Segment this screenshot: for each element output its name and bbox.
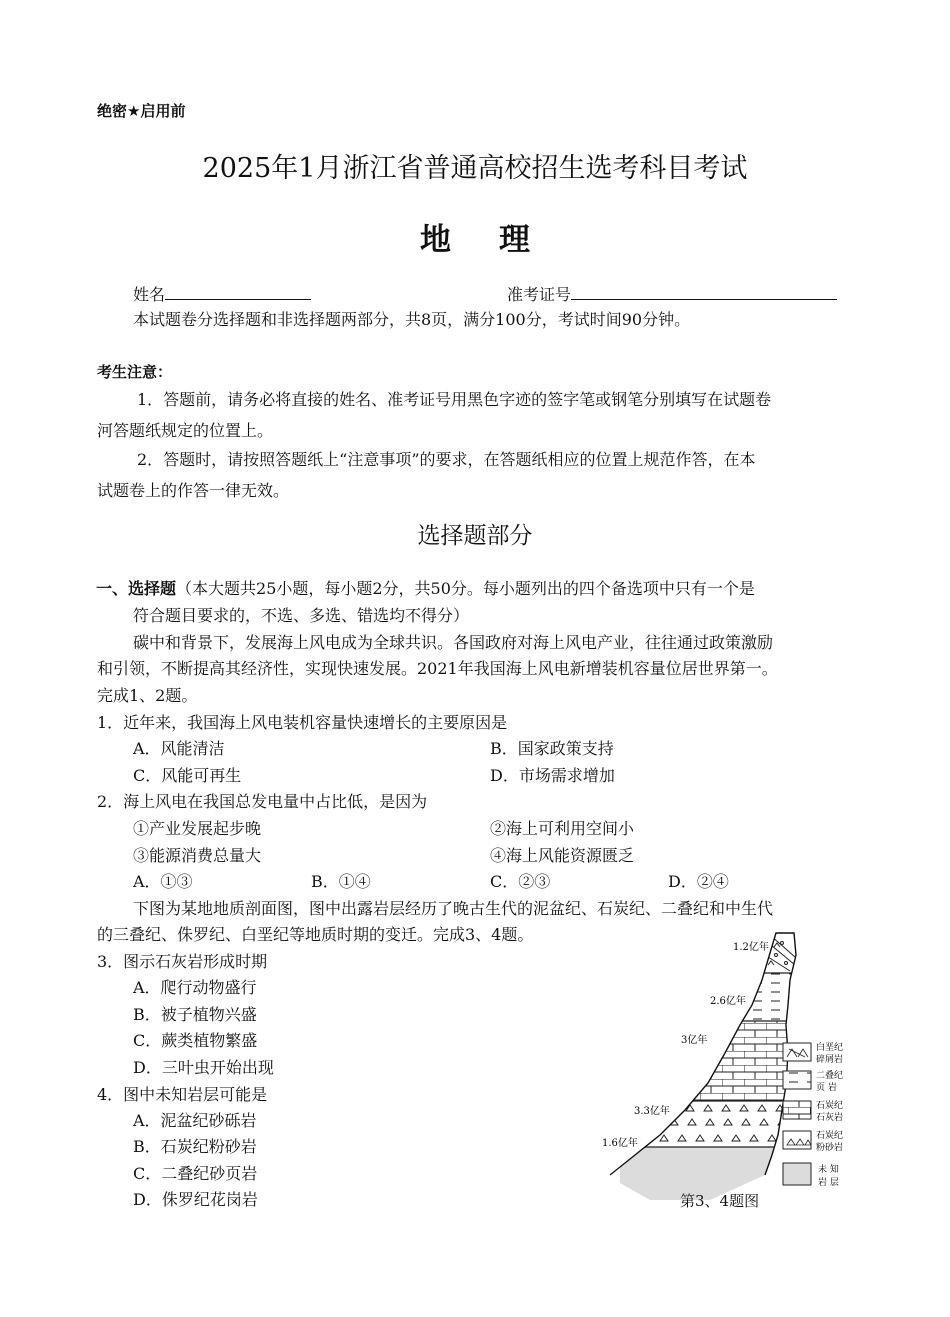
legend-label-2b: 页 岩: [816, 1083, 837, 1093]
q2-statement-3: ③能源消费总量大: [133, 846, 262, 865]
legend-label-4b: 粉砂岩: [816, 1143, 844, 1153]
q3-option-a: A．爬行动物盛行: [133, 978, 257, 997]
passage2-line-1: 下图为某地地质剖面图，图中出露岩层经历了晚古生代的泥盆纪、石炭纪、二叠纪和中生代: [133, 899, 774, 918]
legend-label-3b: 石灰岩: [816, 1113, 844, 1123]
legend-label-5b: 岩 层: [818, 1178, 839, 1188]
age-label-3: 3亿年: [681, 1035, 708, 1046]
name-field: [133, 282, 311, 305]
legend-label-3a: 石炭纪: [816, 1101, 844, 1111]
q3-stem: 3．图示石灰岩形成时期: [97, 952, 268, 971]
legend: [783, 1041, 843, 1188]
q1-stem: 1．近年来，我国海上风电装机容量快速增长的主要原因是: [97, 713, 508, 732]
q4-stem: 4．图中未知岩层可能是: [97, 1085, 268, 1104]
intro-text: 本试题卷分选择题和非选择题两部分，共8页，满分100分，考试时间90分钟。: [133, 310, 691, 329]
exam-title: 2025年1月浙江省普通高校招生选考科目考试: [202, 153, 748, 184]
age-label-5: 1.6亿年: [602, 1138, 638, 1149]
figure-caption: 第3、4题图: [680, 1192, 760, 1210]
age-label-4: 3.3亿年: [634, 1106, 670, 1117]
q3-option-d: D．三叶虫开始出现: [133, 1058, 274, 1077]
geologic-section-figure: [590, 925, 860, 1215]
q4-option-a: A．泥盆纪砂砾岩: [133, 1111, 257, 1130]
part1-label: 一、选择题: [96, 579, 177, 598]
legend-item-shale: [783, 1069, 843, 1093]
q1-option-b: B．国家政策支持: [490, 739, 614, 758]
id-label: 准考证号: [507, 285, 572, 304]
passage1-line-3: 完成1、2题。: [97, 686, 198, 705]
q2-option-d: D．②④: [668, 872, 729, 891]
id-field: [507, 282, 837, 305]
q2-statement-1: ①产业发展起步晚: [133, 819, 262, 838]
notice-heading: 考生注意：: [97, 363, 173, 381]
legend-label-1a: 白垩纪: [816, 1043, 844, 1053]
q2-option-b: B．①④: [311, 872, 371, 891]
q2-option-a: A．①③: [133, 872, 193, 891]
section-title: 选择题部分: [417, 523, 533, 549]
q2-statement-2: ②海上可利用空间小: [490, 819, 635, 838]
notice-item-1-line-1: 1．答题前，请务必将直接的姓名、准考证号用黑色字迹的签字笔或钢笔分别填写在试题卷: [137, 390, 772, 409]
notice-item-2-line-2: 试题卷上的作答一律无效。: [97, 481, 290, 500]
legend-label-1b: 碎屑岩: [816, 1055, 844, 1065]
passage1-line-2: 和引领，不断提高其经济性，实现快速发展。2021年我国海上风电新增装机容量位居世界第一。: [97, 659, 778, 678]
q3-option-c: C．蕨类植物繁盛: [133, 1031, 258, 1050]
name-blank: [165, 283, 311, 300]
age-label-1: 1.2亿年: [733, 942, 769, 953]
legend-label-4a: 石炭纪: [816, 1131, 844, 1141]
q2-option-c: C．②③: [490, 872, 551, 891]
part1-line-1: [96, 576, 755, 599]
part1-desc: （本大题共25小题，每小题2分，共50分。每小题列出的四个备选项中只有一个是: [176, 579, 755, 598]
id-blank: [571, 283, 837, 300]
passage2-line-2: 的三叠纪、侏罗纪、白垩纪等地质时期的变迁。完成3、4题。: [97, 925, 534, 944]
q3-option-b: B．被子植物兴盛: [133, 1005, 257, 1024]
legend-label-2a: 二叠纪: [816, 1071, 844, 1081]
clastic-layer: [590, 925, 860, 973]
part1-line-2: 符合题目要求的，不选、多选、错选均不得分）: [133, 606, 470, 625]
q2-stem: 2．海上风电在我国总发电量中占比低，是因为: [97, 792, 428, 811]
notice-item-1-line-2: 河答题纸规定的位置上。: [97, 421, 274, 440]
q4-option-d: D．侏罗纪花岗岩: [133, 1190, 258, 1209]
q1-option-d: D．市场需求增加: [490, 766, 615, 785]
q1-option-c: C．风能可再生: [133, 766, 242, 785]
q2-statement-4: ④海上风能资源匮乏: [490, 846, 635, 865]
name-label: 姓名: [133, 285, 166, 304]
passage1-line-1: 碳中和背景下，发展海上风电成为全球共识。各国政府对海上风电产业，往往通过政策激励: [133, 633, 774, 652]
legend-label-5a: 未 知: [818, 1165, 839, 1175]
q4-option-b: B．石炭纪粉砂岩: [133, 1137, 257, 1156]
q4-option-c: C．二叠纪砂页岩: [133, 1164, 258, 1183]
confidential-mark: 绝密★启用前: [97, 102, 186, 120]
notice-item-2-line-1: 2．答题时，请按照答题纸上“注意事项”的要求，在答题纸相应的位置上规范作答，在本: [137, 450, 756, 469]
subject-title: 地理: [420, 222, 578, 258]
legend-item-clastic: [783, 1041, 843, 1065]
age-label-2: 2.6亿年: [710, 996, 746, 1007]
q1-option-a: A．风能清洁: [133, 739, 225, 758]
legend-item-siltstone: [783, 1129, 843, 1153]
legend-item-unknown: [783, 1163, 839, 1188]
legend-item-limestone: [783, 1099, 843, 1123]
